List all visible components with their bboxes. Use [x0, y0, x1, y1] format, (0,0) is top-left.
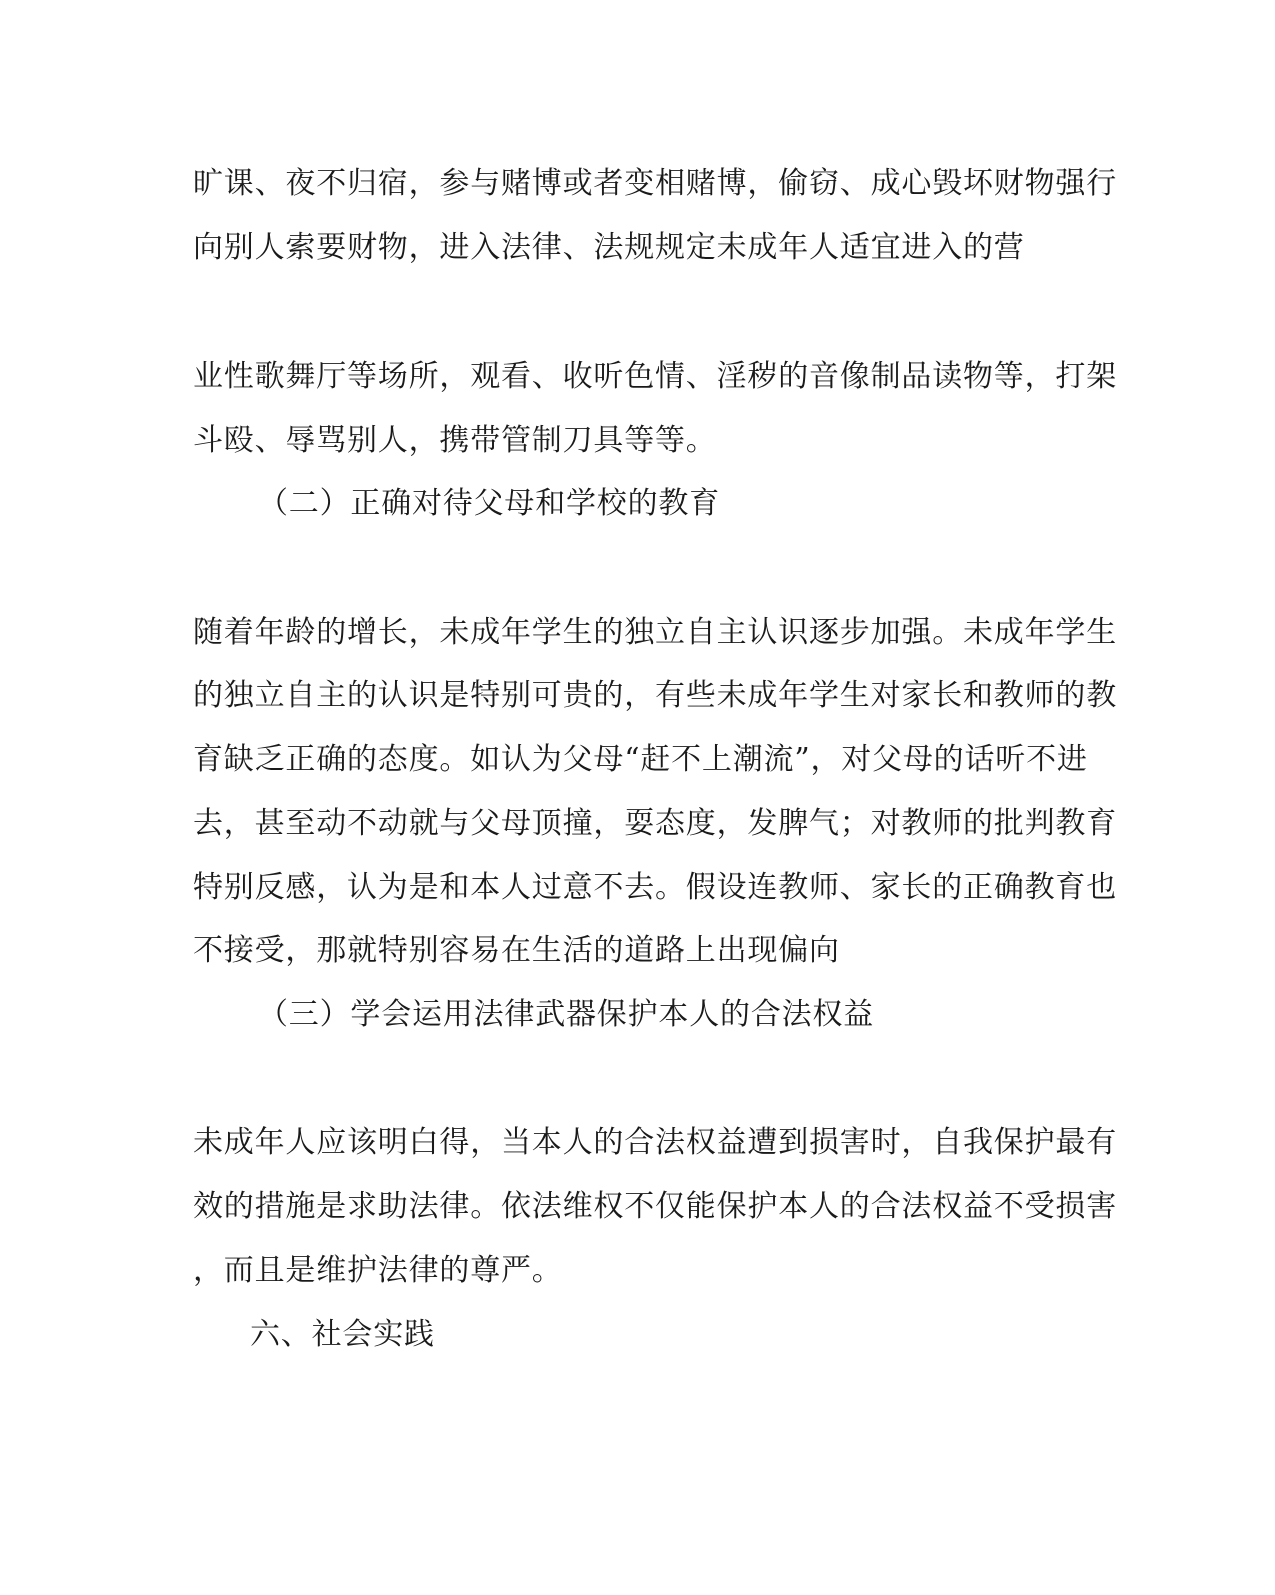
text-line: 的独立自主的认识是特别可贵的，有些未成年学生对家长和教师的教	[193, 678, 1117, 713]
text-line: 未成年人应该明白得，当本人的合法权益遭到损害时，自我保护最有	[193, 1125, 1117, 1160]
text-line: 随着年龄的增长，未成年学生的独立自主认识逐步加强。未成年学生	[193, 615, 1117, 650]
section-heading: （三）学会运用法律武器保护本人的合法权益	[258, 997, 874, 1032]
text-line: 斗殴、辱骂别人，携带管制刀具等等。	[193, 423, 717, 458]
text-line: 特别反感，认为是和本人过意不去。假设连教师、家长的正确教育也	[193, 870, 1117, 905]
text-line: 向别人索要财物，进入法律、法规规定未成年人适宜进入的营	[193, 230, 1025, 265]
text-line: 旷课、夜不归宿，参与赌博或者变相赌博，偷窃、成心毁坏财物强行	[193, 166, 1117, 201]
text-line: 去，甚至动不动就与父母顶撞，耍态度，发脾气；对教师的批判教育	[193, 806, 1117, 841]
text-line: 效的措施是求助法律。依法维权不仅能保护本人的合法权益不受损害	[193, 1189, 1117, 1224]
text-line: ，而且是维护法律的尊严。	[193, 1253, 563, 1288]
text-line: 业性歌舞厅等场所，观看、收听色情、淫秽的音像制品读物等，打架	[193, 359, 1117, 394]
section-heading: 六、社会实践	[250, 1317, 435, 1352]
section-heading: （二）正确对待父母和学校的教育	[258, 486, 720, 521]
text-line: 不接受，那就特别容易在生活的道路上出现偏向	[193, 933, 840, 968]
text-line: 育缺乏正确的态度。如认为父母“赶不上潮流”，对父母的话听不进	[193, 742, 1088, 777]
